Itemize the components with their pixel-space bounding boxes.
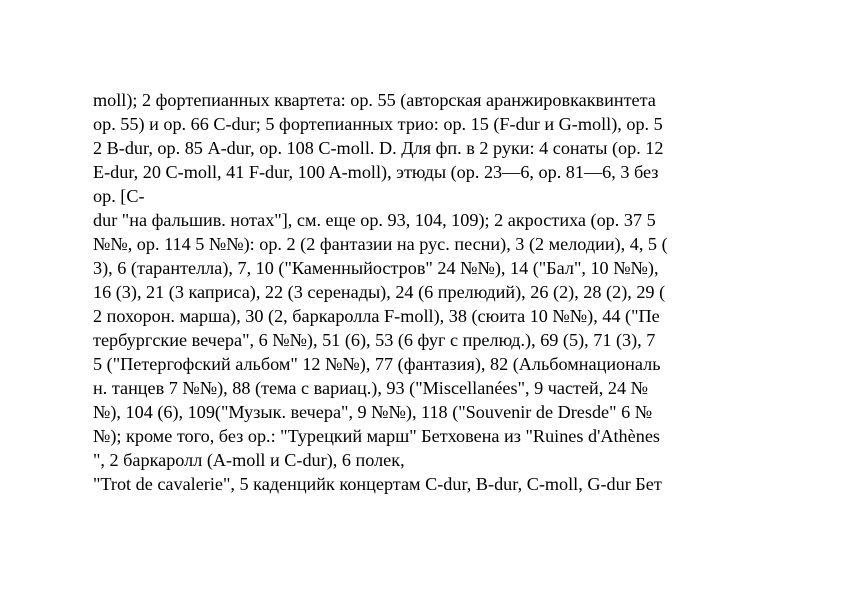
text-line: ", 2 баркаролл (A-moll и C-dur), 6 полек, [93,450,405,470]
text-line: н. танцев 7 №№), 88 (тема с вариац.), 93 ("Miscellanées", 9 частей, 24 № [93,378,648,398]
text-line: №), 104 (6), 109("Музык. вечера", 9 №№), 118 ("Souvenir de Dresde" 6 № [93,402,653,422]
text-line: E-dur, 20 C-moll, 41 F-dur, 100 A-moll), этюды (ор. 23—6, ор. 81—6, 3 без [93,162,659,182]
text-line: 5 ("Петергофский альбом" 12 №№), 77 (фантазия), 82 (Альбомнациональ [93,354,661,374]
text-line: ор. [C- [93,186,145,206]
text-line: тербургские вечера", 6 №№), 51 (6), 53 (6 фуг с прелюд.), 69 (5), 71 (3), 7 [93,330,656,350]
text-line: moll); 2 фортепианных квартета: ор. 55 (авторская аранжировкаквинтета [93,90,656,110]
text-line: 2 похорон. марша), 30 (2, баркаролла F-moll), 38 (сюита 10 №№), 44 ("Пе [93,306,660,326]
text-line: 2 B-dur, ор. 85 A-dur, ор. 108 C-moll. D. Для фп. в 2 руки: 4 сонаты (ор. 12 [93,138,664,158]
text-line: 3), 6 (тарантелла), 7, 10 ("Каменныйостров" 24 №№), 14 ("Бал", 10 №№), [93,258,659,278]
text-line: dur "на фальшив. нотах"], см. еще ор. 93, 104, 109); 2 акростиха (ор. 37 5 [93,210,656,230]
text-line: ор. 55) и ор. 66 C-dur; 5 фортепианных трио: ор. 15 (F-dur и G-moll), ор. 5 [93,114,663,134]
text-line: №№, ор. 114 5 №№): ор. 2 (2 фантазии на рус. песни), 3 (2 мелодии), 4, 5 ( [93,234,668,254]
text-line: №); кроме того, без ор.: "Турецкий марш" Бетховена из "Ruines d'Athènes [93,426,660,446]
text-line: 16 (3), 21 (3 каприса), 22 (3 серенады), 24 (6 прелюдий), 26 (2), 28 (2), 29 ( [93,282,666,302]
text-block [93,88,793,496]
text-line: "Trot de cavalerie", 5 каденцийк концертам C-dur, B-dur, C-moll, G-dur Бет [93,474,662,494]
